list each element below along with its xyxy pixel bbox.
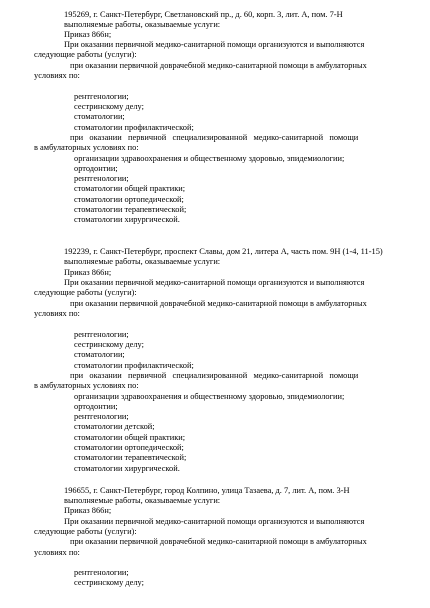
list-item: рентгенологии; bbox=[74, 330, 129, 339]
list-item: стоматологии ортопедической; bbox=[74, 195, 184, 204]
primary-intro-line-1: При оказании первичной медико-санитарной помощи организуются и выполняются bbox=[64, 40, 365, 49]
list-item: ортодонтии; bbox=[74, 402, 118, 411]
list-item: стоматологии хирургической. bbox=[74, 464, 180, 473]
list-item: стоматологии; bbox=[74, 112, 125, 121]
order-line: Приказ 866н; bbox=[64, 506, 112, 515]
list-item: стоматологии; bbox=[74, 350, 125, 359]
list-item: стоматологии профилактической; bbox=[74, 123, 194, 132]
address-line: 196655, г. Санкт-Петербург, город Колпино, улица Тазаева, д. 7, лит. А, пом. 3-Н bbox=[64, 486, 350, 495]
works-label: выполняемые работы, оказываемые услуги: bbox=[64, 257, 221, 266]
works-label: выполняемые работы, оказываемые услуги: bbox=[64, 20, 221, 29]
list-item: организации здравоохранения и общественному здоровью, эпидемиологии; bbox=[74, 392, 345, 401]
list-item: рентгенологии; bbox=[74, 92, 129, 101]
order-line: Приказ 866н; bbox=[64, 30, 112, 39]
order-line: Приказ 866н; bbox=[64, 268, 112, 277]
predoctor-line-1: при оказании первичной доврачебной медико-санитарной помощи в амбулаторных bbox=[70, 61, 367, 70]
primary-intro-line-2: следующие работы (услуги): bbox=[34, 50, 137, 59]
predoctor-line-1: при оказании первичной доврачебной медико-санитарной помощи в амбулаторных bbox=[70, 299, 367, 308]
works-label: выполняемые работы, оказываемые услуги: bbox=[64, 496, 221, 505]
list-item: стоматологии ортопедической; bbox=[74, 443, 184, 452]
primary-intro-line-2: следующие работы (услуги): bbox=[34, 288, 137, 297]
list-item: рентгенологии; bbox=[74, 568, 129, 577]
list-item: стоматологии детской; bbox=[74, 422, 155, 431]
list-item: ортодонтии; bbox=[74, 164, 118, 173]
primary-intro-line-1: При оказании первичной медико-санитарной помощи организуются и выполняются bbox=[64, 517, 365, 526]
list-item: стоматологии терапевтической; bbox=[74, 205, 187, 214]
predoctor-line-1: при оказании первичной доврачебной медико-санитарной помощи в амбулаторных bbox=[70, 537, 367, 546]
list-item: стоматологии профилактической; bbox=[74, 361, 194, 370]
list-item: организации здравоохранения и общественному здоровью, эпидемиологии; bbox=[74, 154, 345, 163]
list-item: рентгенологии; bbox=[74, 412, 129, 421]
predoctor-line-2: условиях по: bbox=[34, 71, 80, 80]
specialized-line-2: в амбулаторных условиях по: bbox=[34, 143, 139, 152]
specialized-line-1: при оказании первичной специализированной медико-санитарной помощи bbox=[70, 371, 359, 380]
primary-intro-line-2: следующие работы (услуги): bbox=[34, 527, 137, 536]
predoctor-line-2: условиях по: bbox=[34, 548, 80, 557]
primary-intro-line-1: При оказании первичной медико-санитарной помощи организуются и выполняются bbox=[64, 278, 365, 287]
list-item: стоматологии хирургической. bbox=[74, 215, 180, 224]
list-item: стоматологии общей практики; bbox=[74, 433, 186, 442]
specialized-line-2: в амбулаторных условиях по: bbox=[34, 381, 139, 390]
list-item: рентгенологии; bbox=[74, 174, 129, 183]
address-line: 192239, г. Санкт-Петербург, проспект Славы, дом 21, литера А, часть пом. 9Н (1-4, 11-15) bbox=[64, 247, 383, 256]
list-item: сестринскому делу; bbox=[74, 340, 144, 349]
list-item: стоматологии терапевтической; bbox=[74, 453, 187, 462]
list-item: сестринскому делу; bbox=[74, 102, 144, 111]
predoctor-line-2: условиях по: bbox=[34, 309, 80, 318]
list-item: сестринскому делу; bbox=[74, 578, 144, 587]
list-item: стоматологии общей практики; bbox=[74, 184, 186, 193]
specialized-line-1: при оказании первичной специализированной медико-санитарной помощи bbox=[70, 133, 359, 142]
address-line: 195269, г. Санкт-Петербург, Светлановский пр., д. 60, корп. 3, лит. А, пом. 7-Н bbox=[64, 10, 343, 19]
